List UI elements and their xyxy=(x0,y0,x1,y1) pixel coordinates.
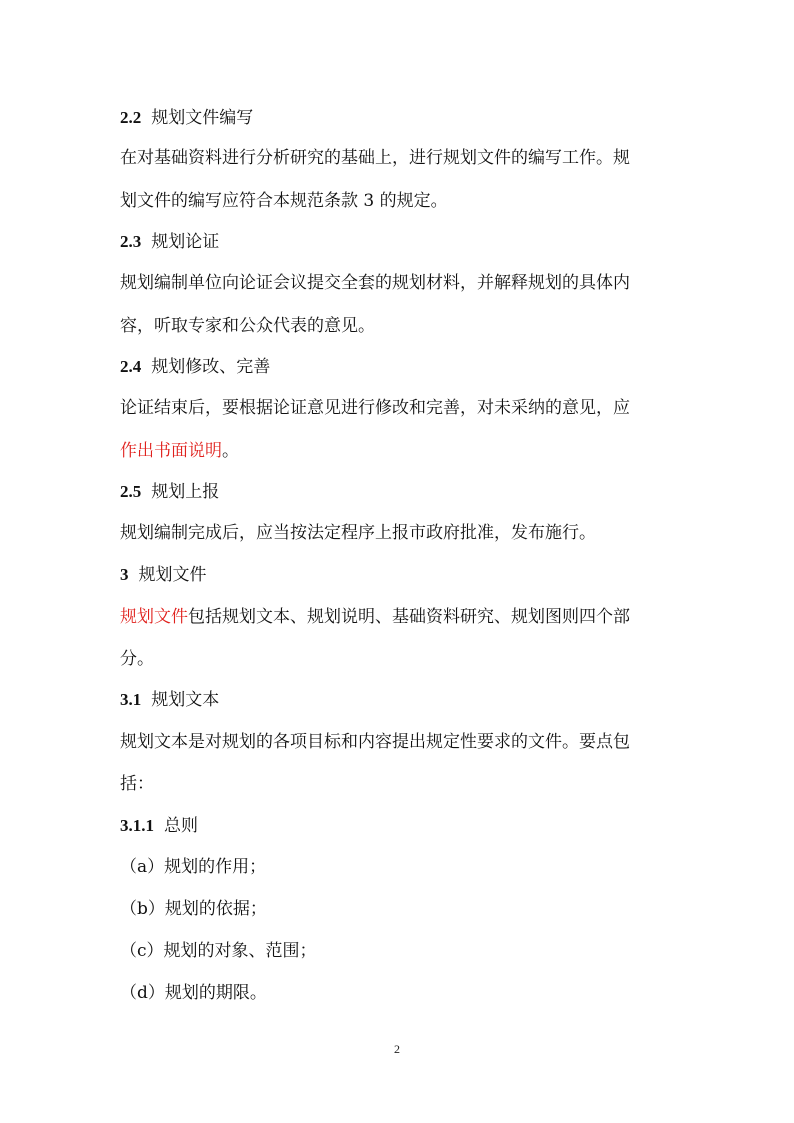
section-title: 规划论证 xyxy=(151,232,220,252)
list-item xyxy=(120,981,690,1005)
list-text: 规划的对象、范围； xyxy=(163,941,317,961)
section-number: 2.5 xyxy=(120,482,142,501)
section-number: 3 xyxy=(120,565,129,584)
section-number: 3.1.1 xyxy=(120,816,154,835)
section-title: 规划文件编写 xyxy=(151,108,254,128)
paragraph-line: 规划文本是对规划的各项目标和内容提出规定性要求的文件。要点包 xyxy=(120,732,630,752)
paragraph-line: 规划编制单位向论证会议提交全套的规划材料，并解释规划的具体内 xyxy=(120,273,630,293)
list-marker: （d） xyxy=(120,983,165,1003)
paragraph-line: 论证结束后，要根据论证意见进行修改和完善，对未采纳的意见，应 xyxy=(120,398,630,418)
section-heading-2-4 xyxy=(120,355,690,379)
section-heading-3-1 xyxy=(120,688,690,712)
paragraph-line: 分。 xyxy=(120,649,154,669)
section-number: 3.1 xyxy=(120,690,142,709)
section-heading-2-5 xyxy=(120,480,690,504)
section-title: 规划修改、完善 xyxy=(151,357,271,377)
paragraph-text: 。 xyxy=(222,441,239,461)
section-heading-3-1-1 xyxy=(120,814,690,838)
paragraph-line: 划文件的编写应符合本规范条款 3 的规定。 xyxy=(120,191,448,211)
paragraph-line: 规划编制完成后，应当按法定程序上报市政府批准，发布施行。 xyxy=(120,523,596,543)
page-number: 2 xyxy=(394,1042,400,1056)
section-number: 2.4 xyxy=(120,357,142,376)
list-marker: （a） xyxy=(120,857,165,877)
section-title: 规划文本 xyxy=(151,690,220,710)
section-number: 2.2 xyxy=(120,108,142,127)
paragraph-line xyxy=(120,439,690,463)
list-item xyxy=(120,855,690,879)
paragraph-line: 括： xyxy=(120,774,154,794)
list-item xyxy=(120,897,690,921)
list-item xyxy=(120,939,690,963)
section-title: 规划上报 xyxy=(151,482,220,502)
highlighted-text: 规划文件 xyxy=(120,607,188,627)
section-title: 总则 xyxy=(164,816,198,836)
highlighted-text: 作出书面说明 xyxy=(120,441,222,461)
section-heading-3 xyxy=(120,563,690,587)
paragraph-line xyxy=(120,605,690,629)
list-text: 规划的依据； xyxy=(164,899,267,919)
paragraph-text: 包括规划文本、规划说明、基础资料研究、规划图则四个部 xyxy=(188,607,630,627)
list-text: 规划的作用； xyxy=(164,857,267,877)
section-number: 2.3 xyxy=(120,232,142,251)
section-heading-2-3 xyxy=(120,230,690,254)
paragraph-line: 在对基础资料进行分析研究的基础上，进行规划文件的编写工作。规 xyxy=(120,148,630,168)
list-marker: （c） xyxy=(120,941,164,961)
paragraph-line: 容，听取专家和公众代表的意见。 xyxy=(120,316,375,336)
list-text: 规划的期限。 xyxy=(164,983,267,1003)
section-heading-2-2 xyxy=(120,106,690,130)
section-title: 规划文件 xyxy=(138,565,207,585)
list-marker: （b） xyxy=(120,899,165,919)
